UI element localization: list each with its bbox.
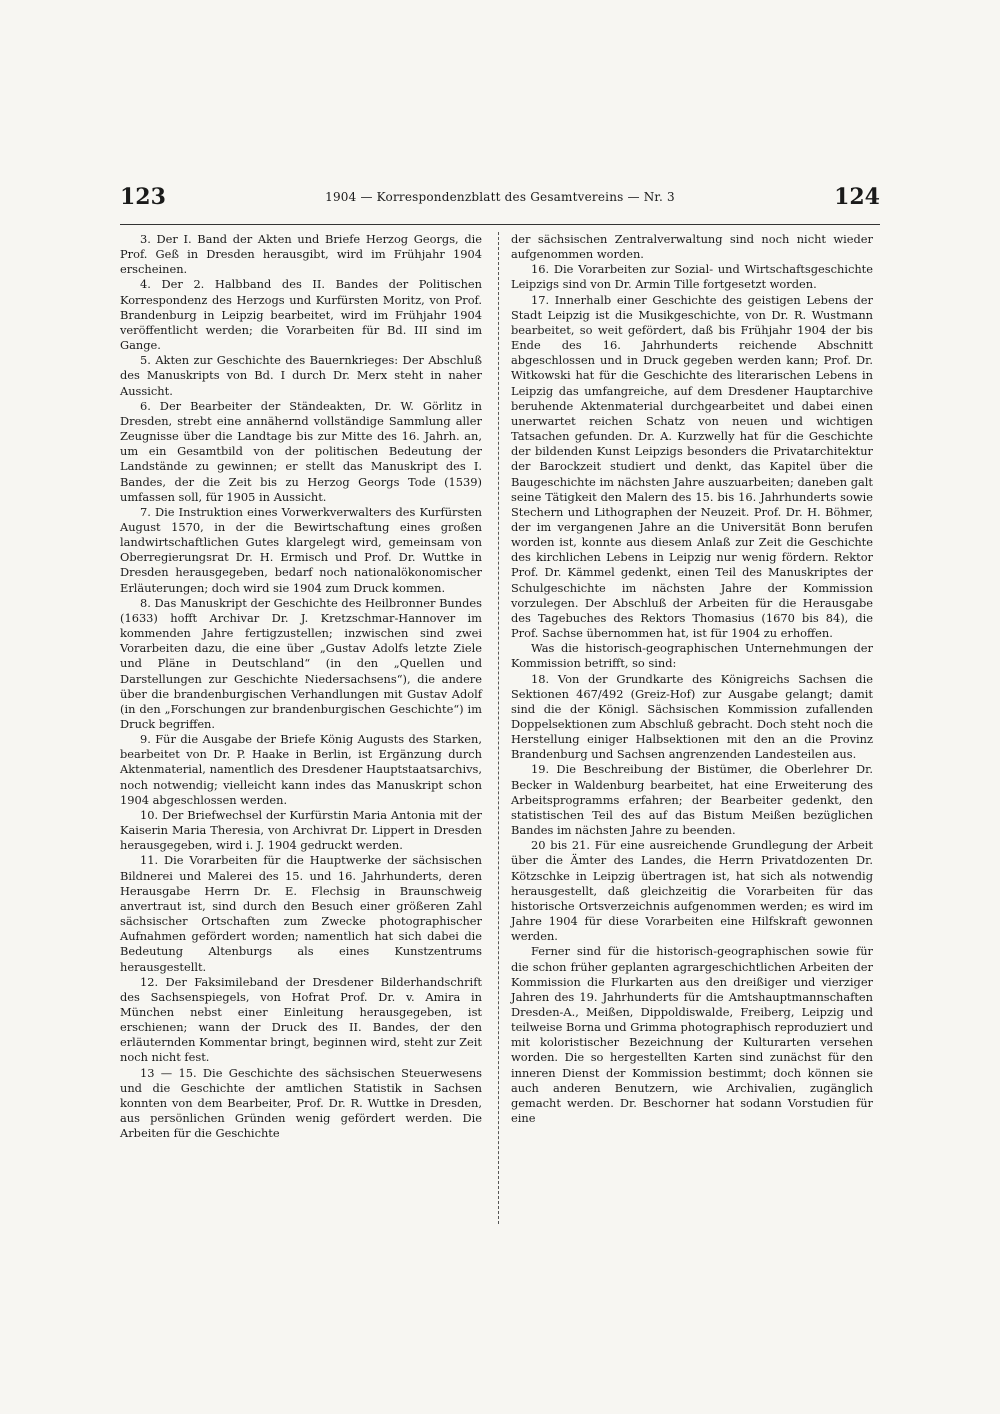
paragraph: 17. Innerhalb einer Geschichte des geistigen Lebens der Stadt Leipzig ist die Musikgeschichte, von Dr. R. Wustmann bearbeitet, so weit gefördert, daß bis Frühjahr 1904 der bis Ende des 16. Jahrhunderts reichende Abschnitt abgeschlossen und in Druck gegeben werden kann; Prof. Dr. Witkowski hat für die Geschichte des literarischen Lebens in Leipzig das umfangreiche, auf dem Dresdener Hauptarchive beruhende Aktenmaterial durchgearbeitet und dabei einen unerwartet reichen Schatz von neuen und wichtigen Tatsachen gefunden. Dr. A. Kurzwelly hat für die Geschichte der bildenden Kunst Leipzigs besonders die Privatarchitektur der Barockzeit studiert und denkt, das Kapitel über die Baugeschichte im nächsten Jahre auszuarbeiten; daneben galt seine Tätigkeit den Malern des 15. bis 16. Jahrhunderts sowie Stechern und Lithographen der Neuzeit. Prof. Dr. H. Böhmer, der im vergangenen Jahre an die Universität Bonn berufen worden ist, konnte aus diesem Anlaß zur Zeit die Geschichte des kirchlichen Lebens in Leipzig nur wenig fördern. Rektor Prof. Dr. Kämmel gedenkt, einen Teil des Manuskriptes der Schulgeschichte im nächsten Jahre der Kommission vorzulegen. Der Abschluß der Arbeiten für die Herausgabe des Tagebuches des Rektors Thomasius (1670 bis 84), die Prof. Sachse übernommen hat, ist für 1904 zu erhoffen. (511, 292, 873, 641)
paragraph: 8. Das Manuskript der Geschichte des Heilbronner Bundes (1633) hofft Archivar Dr. J. Kretzschmar-Hannover im kommenden Jahre fertigzustellen; inzwischen sind zwei Vorarbeiten dazu, die eine über „Gustav Adolfs letzte Ziele und Pläne in Deutschland“ (in den „Quellen und Darstellungen zur Geschichte Niedersachsens“), die andere über die brandenburgischen Verhandlungen mit Gustav Adolf (in den „Forschungen zur brandenburgischen Geschichte“) im Druck begriffen. (120, 595, 482, 731)
paragraph: 3. Der I. Band der Akten und Briefe Herzog Georgs, die Prof. Geß in Dresden herausgibt, wird im Frühjahr 1904 erscheinen. (120, 232, 482, 277)
left-column (120, 232, 482, 1141)
paragraph: 18. Von der Grundkarte des Königreichs Sachsen die Sektionen 467/492 (Greiz-Hof) zur Ausgabe gelangt; damit sind die der Königl. Sächsischen Kommission zufallenden Doppelsektionen zum Abschluß gebracht. Doch steht noch die Herstellung einiger Halbsektionen mit den an die Provinz Brandenburg und Sachsen angrenzenden Landesteilen aus. (511, 671, 873, 762)
paragraph: 13 — 15. Die Geschichte des sächsischen Steuerwesens und die Geschichte der amtlichen Statistik in Sachsen konnten von dem Bearbeiter, Prof. Dr. R. Wuttke in Dresden, aus persönlichen Gründen wenig gefördert werden. Die Arbeiten für die Geschichte (120, 1065, 482, 1141)
header-rule (120, 224, 880, 225)
paragraph-continuation: der sächsischen Zentralverwaltung sind noch nicht wieder aufgenommen worden. (511, 232, 873, 262)
page-header (120, 184, 880, 218)
paragraph: 4. Der 2. Halbband des II. Bandes der Politischen Korrespondenz des Herzogs und Kurfürsten Moritz, von Prof. Brandenburg in Leipzig bearbeitet, wird im Frühjahr 1904 veröffentlicht werden; die Vorarbeiten für Bd. III sind im Gange. (120, 277, 482, 353)
paragraph: 20 bis 21. Für eine ausreichende Grundlegung der Arbeit über die Ämter des Landes, die Herrn Privatdozenten Dr. Kötzschke in Leipzig übertragen ist, hat sich als notwendig herausgestellt, daß gleichzeitig die Vorarbeiten für das historische Ortsverzeichnis aufgenommen werden; es wird im Jahre 1904 für diese Vorarbeiten eine Hilfskraft gewonnen werden. (511, 838, 873, 944)
paragraph: Ferner sind für die historisch-geographischen sowie für die schon früher geplanten agrargeschichtlichen Arbeiten der Kommission die Flurkarten aus den dreißiger und vierziger Jahren des 19. Jahrhunderts für die Amtshauptmannschaften Dresden-A., Meißen, Dippoldiswalde, Freiberg, Leipzig und teilweise Borna und Grimma photographisch reproduziert und mit koloristischer Bezeichnung der Kulturarten versehen worden. Die so hergestellten Karten sind zunächst für den inneren Dienst der Kommission bestimmt; doch können sie auch anderen Benutzern, wie Archivalien, zugänglich gemacht werden. Dr. Beschorner hat sodann Vorstudien für eine (511, 944, 873, 1126)
paragraph: 9. Für die Ausgabe der Briefe König Augusts des Starken, bearbeitet von Dr. P. Haake in Berlin, ist Ergänzung durch Aktenmaterial, namentlich des Dresdener Hauptstaatsarchivs, noch notwendig; vielleicht kann indes das Manuskript schon 1904 abgeschlossen werden. (120, 732, 482, 807)
paragraph: 12. Der Faksimileband der Dresdener Bilderhandschrift des Sachsenspiegels, von Hofrat Prof. Dr. v. Amira in München nebst einer Einleitung herausgegeben, ist erschienen; wann der Druck des II. Bandes, der den erläuternden Kommentar bringt, beginnen wird, steht zur Zeit noch nicht fest. (120, 974, 482, 1065)
running-title: 1904 — Korrespondenzblatt des Gesamtvereins — Nr. 3 (325, 190, 675, 204)
right-column (511, 232, 873, 1126)
paragraph: Was die historisch-geographischen Unternehmungen der Kommission betrifft, so sind: (511, 641, 873, 671)
paragraph: 19. Die Beschreibung der Bistümer, die Oberlehrer Dr. Becker in Waldenburg bearbeitet, hat eine Erweiterung des Arbeitsprogramms erfahren; der Bearbeiter gedenkt, den statistischen Teil des auf das Bistum Meißen bezüglichen Bandes im nächsten Jahre zu beenden. (511, 762, 873, 838)
paragraph: 5. Akten zur Geschichte des Bauernkrieges: Der Abschluß des Manuskripts von Bd. I durch Dr. Merx steht in naher Aussicht. (120, 353, 482, 398)
column-divider (498, 232, 499, 1224)
right-page-number: 124 (834, 184, 880, 210)
paragraph: 7. Die Instruktion eines Vorwerkverwalters des Kurfürsten August 1570, in der die Bewirtschaftung eines großen landwirtschaftlichen Gutes klargelegt wird, gemeinsam von Oberregierungsrat Dr. H. Ermisch und Prof. Dr. Wuttke in Dresden herausgegeben, bedarf noch nationalökonomischer Erläuterungen; doch wird sie 1904 zum Druck kommen. (120, 504, 482, 595)
paragraph: 6. Der Bearbeiter der Ständeakten, Dr. W. Görlitz in Dresden, strebt eine annähernd vollständige Sammlung aller Zeugnisse über die Landtage bis zur Mitte des 16. Jahrh. an, um ein Gesamtbild von der politischen Bedeutung der Landstände zu gewinnen; er stellt das Manuskript des I. Bandes, der die Zeit bis zu Herzog Georgs Tode (1539) umfassen soll, für 1905 in Aussicht. (120, 398, 482, 504)
paragraph: 16. Die Vorarbeiten zur Sozial- und Wirtschaftsgeschichte Leipzigs sind von Dr. Armin Tille fortgesetzt worden. (511, 262, 873, 292)
left-page-number: 123 (120, 184, 166, 210)
paragraph: 10. Der Briefwechsel der Kurfürstin Maria Antonia mit der Kaiserin Maria Theresia, von Archivrat Dr. Lippert in Dresden herausgegeben, wird i. J. 1904 gedruckt werden. (120, 807, 482, 853)
paragraph: 11. Die Vorarbeiten für die Hauptwerke der sächsischen Bildnerei und Malerei des 15. und 16. Jahrhunderts, deren Herausgabe Herrn Dr. E. Flechsig in Braunschweig anvertraut ist, sind durch den Besuch einer größeren Zahl sächsischer Ortschaften zum Zwecke photographischer Aufnahmen gefördert worden; namentlich hat sich dabei die Bedeutung Altenburgs als eines Kunstzentrums herausgestellt. (120, 853, 482, 974)
